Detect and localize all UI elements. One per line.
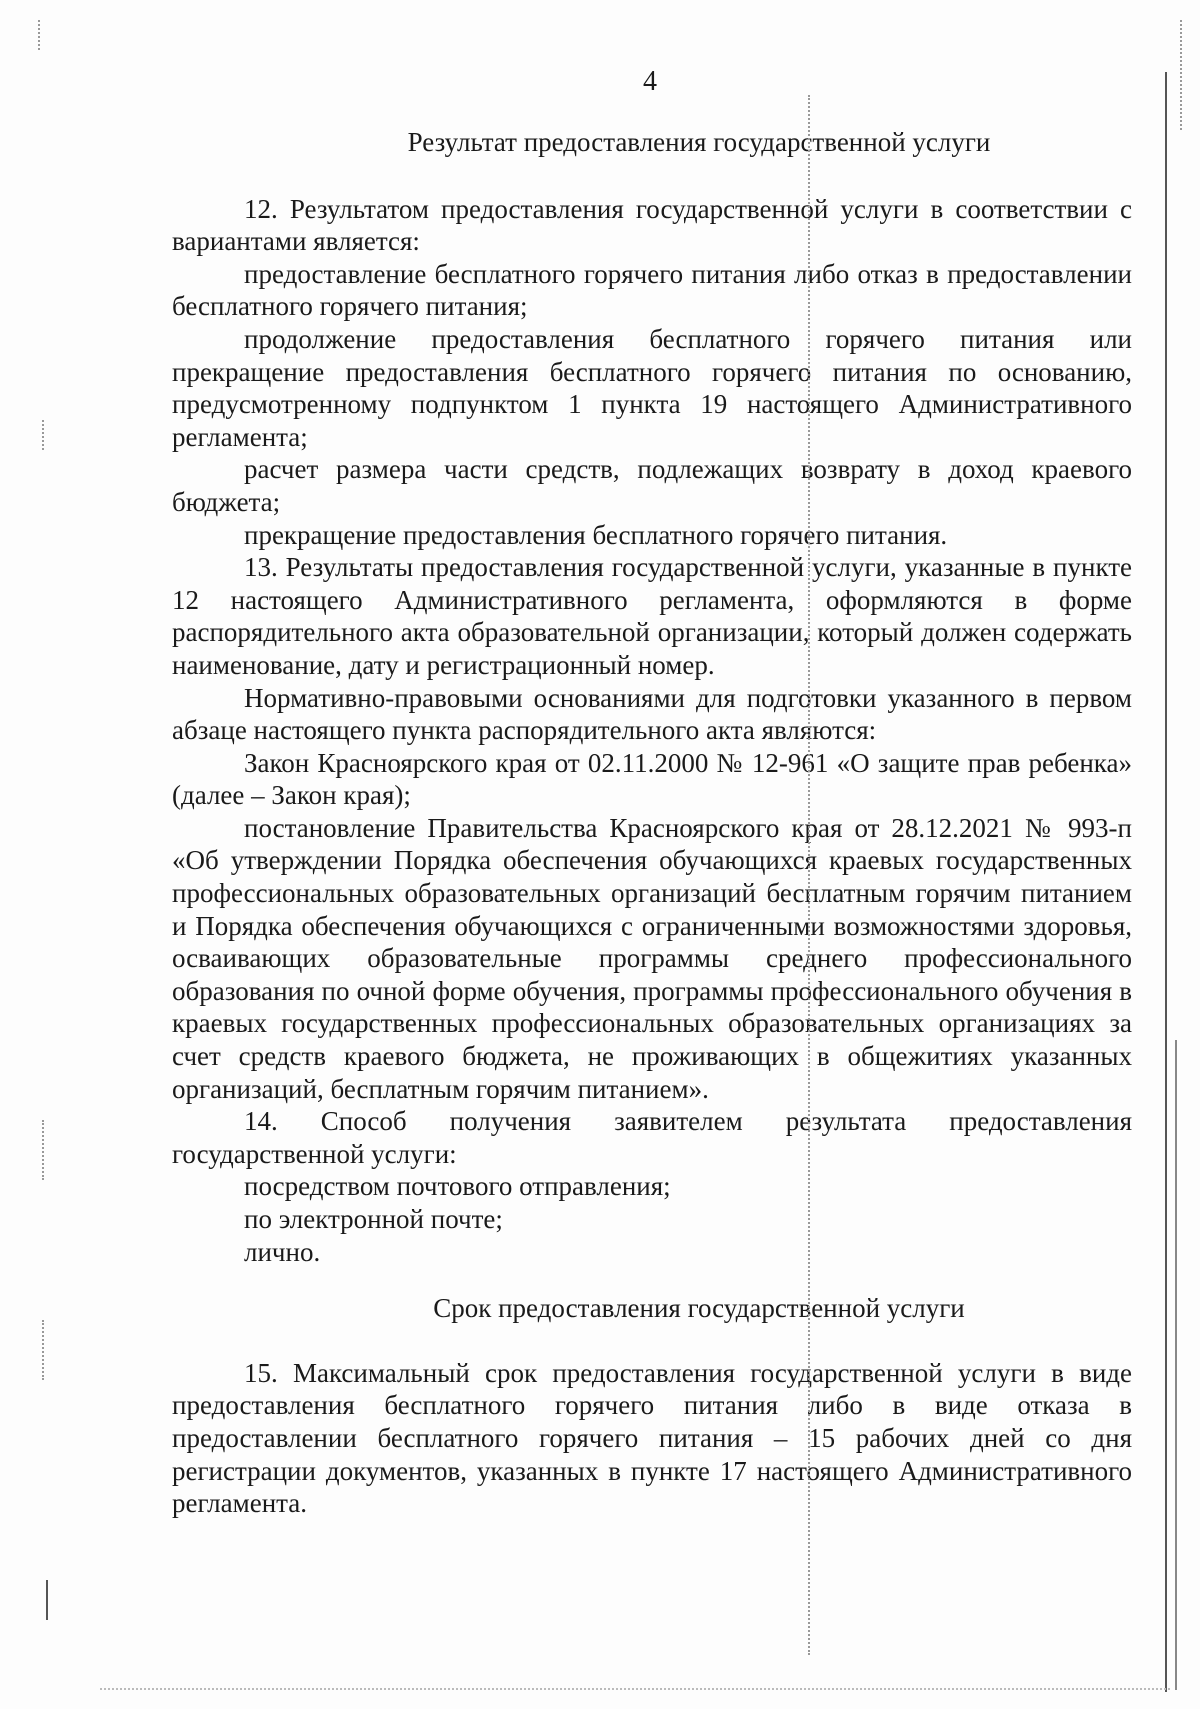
scan-margin-marks [42,1120,44,1180]
page-number: 4 [643,66,657,97]
scan-bottom-edge [100,1688,1170,1690]
paragraph: Нормативно-правовыми основаниями для подготовки указанного в первом абзаце настоящего пункта распорядительного акта являются: [172,682,1132,746]
paragraph: продолжение предоставления бесплатного горячего питания или прекращение предоставления бесплатного горячего питания по основанию, предусмотренному подпунктом 1 пункта 19 настоящего Административного регламента; [172,323,1132,452]
scan-margin-marks [46,1580,48,1620]
document-body [172,126,1132,1520]
list-item: посредством почтового отправления; [244,1171,671,1202]
paragraph: Закон Красноярского края от 02.11.2000 № 12-961 «О защите прав ребенка» (далее – Закон края); [172,747,1132,811]
paragraph: 13. Результаты предоставления государственной услуги, указанные в пункте 12 настоящего Административного регламента, оформляются в форме распорядительного акта образовательной организации, который должен содержать наименование, дату и регистрационный номер. [172,552,1132,680]
paragraph: постановление Правительства Красноярского края от 28.12.2021 № 993-п «Об утверждении Порядка обеспечения обучающихся краевых государственных профессиональных образовательных организаций бесплатным горячим питанием и Порядка обеспечения обучающихся с ограниченными возможностями здоровья, осваивающих образовательные программы среднего профессионального образования по очной форме обучения, программы профессионального обучения в краевых государственных профессиональных образовательных организациях за счет средств краевого бюджета, не проживающих в общежитиях указанных организаций, бесплатным горячим питанием». [172,812,1132,1104]
paragraph: предоставление бесплатного горячего питания либо отказ в предоставлении бесплатного горячего питания; [172,258,1132,322]
scan-margin-marks [42,420,44,450]
paragraph: 15. Максимальный срок предоставления государственной услуги в виде предоставления бесплатного горячего питания либо в виде отказа в предоставлении бесплатного горячего питания – 15 рабочих дней со дня регистрации документов, указанных в пункте 17 настоящего Административного регламента. [172,1357,1132,1519]
scan-border-line [1175,1040,1177,1690]
scan-border-line [1165,72,1167,1692]
scan-margin-marks [42,1320,44,1380]
paragraph: 14. Способ получения заявителем результата предоставления государственной услуги: [172,1106,1132,1169]
paragraph: расчет размера части средств, подлежащих возврату в доход краевого бюджета; [172,454,1132,517]
section-heading-result: Результат предоставления государственной услуги [407,127,991,157]
section-heading-term: Срок предоставления государственной услуги [433,1293,965,1324]
list-item: по электронной почте; [244,1204,503,1234]
paragraph: 12. Результатом предоставления государственной услуги в соответствии с вариантами является: [172,193,1132,257]
scan-margin-marks [1180,20,1182,130]
scan-fold-line [808,95,810,1655]
list-item: лично. [244,1236,321,1267]
paragraph: прекращение предоставления бесплатного горячего питания. [244,519,948,550]
scan-margin-marks [38,20,40,50]
